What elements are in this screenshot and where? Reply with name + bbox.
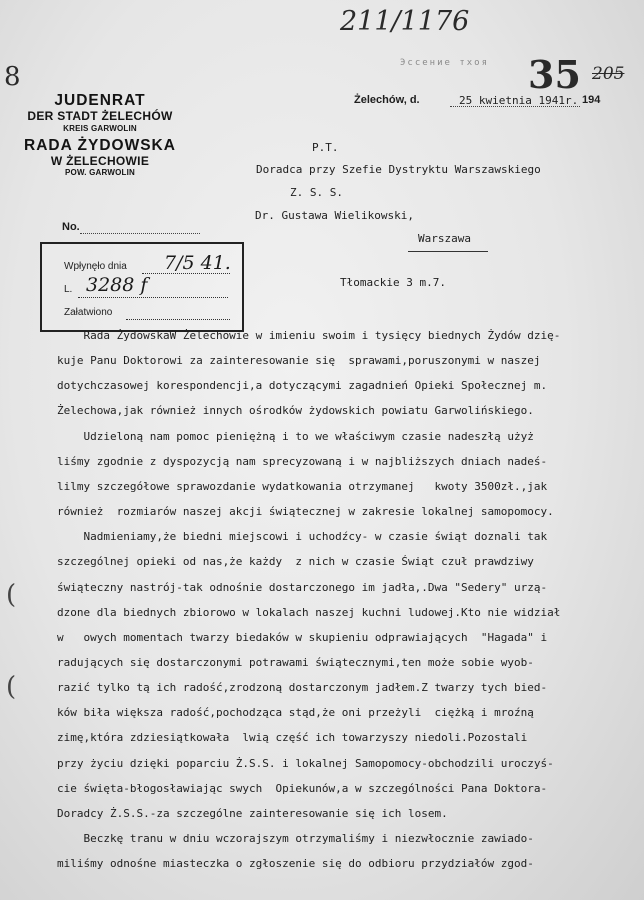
- body-text-line: dotychczasowej korespondencji,a dotyczącymi zagadnień Opieki Społecznej m.: [57, 379, 548, 393]
- body-text-line: miliśmy odnośne miasteczka o zgłoszenie się do odbioru przydziałów zgod-: [57, 857, 534, 871]
- letterhead: [14, 92, 186, 178]
- body-text-line: Doradcy Ż.S.S.-za szczególne zainteresowanie się ich losem.: [57, 806, 448, 820]
- body-text-line: radujących się dostarczonymi potrawami świątecznymi,ten może sobie wyob-: [57, 655, 534, 669]
- margin-bracket-mark: (: [6, 580, 17, 610]
- folio-mark-left: 8: [4, 62, 21, 92]
- address-street: Tłomackie 3 m.7.: [340, 276, 446, 289]
- body-text-line: przy życiu dzięki poparciu Ż.S.S. i lokalnej Samopomocy-obchodzili uroczyś-: [57, 756, 554, 770]
- stamp-received-label: Wpłynęło dnia: [64, 261, 127, 272]
- margin-bracket-mark: (: [6, 672, 17, 702]
- body-text-line: Nadmieniamy,że biedni miejscowi i uchodźcy- w czasie świąt doznali tak: [57, 530, 548, 544]
- date-value: 25 kwietnia 1941r.: [459, 94, 579, 107]
- faint-stamp-text: Эссение тхоя: [400, 58, 490, 68]
- body-text-line: szczególnej opieki od nas,że każdy z nich w czasie Świąt czuł prawdziwy: [57, 555, 534, 569]
- address-city-underline: [408, 251, 488, 252]
- body-text-line: świąteczny nastrój-tak odnośnie dostarczonego im jadła,.Dwa "Sedery" urzą-: [57, 580, 548, 594]
- body-text-line: w owych momentach twarzy biedaków w skupieniu odprawiających "Hagada" i: [57, 630, 548, 644]
- body-text-line: cie święta-błogosławiając swych Opiekunów,a w szczególności Pana Doktora-: [57, 781, 548, 795]
- body-text-line: Beczkę tranu w dniu wczorajszym otrzymaliśmy i niezwłocznie zawiado-: [57, 832, 534, 845]
- address-city: Warszawa: [418, 232, 471, 245]
- stamp-l-label: L.: [64, 284, 73, 295]
- stamp-settled-label: Załatwiono: [64, 307, 113, 318]
- body-text-line: również rozmiarów naszej akcji świątecznej w zakresie lokalnej samopomocy.: [57, 505, 554, 519]
- body-text-line: ków biła większa radość,pochodząca stąd,że oni przeżyli ciężką i mroźną: [57, 706, 534, 720]
- address-salutation: P.T.: [312, 141, 339, 154]
- reference-number-label: No.: [62, 221, 80, 233]
- reference-number-line: [80, 233, 200, 234]
- letterhead-district-de: KREIS GARWOLIN: [63, 123, 137, 133]
- stamp-settled-line: [126, 319, 230, 320]
- received-stamp: [40, 242, 244, 332]
- stamp-received-value: 7/5 41.: [164, 252, 231, 274]
- body-text-line: zimę,która zdziesiątkowała lwią część ich towarzyszy niedoli.Pozostali: [57, 731, 528, 745]
- body-text-line: Udzieloną nam pomoc pieniężną i to we właściwym czasie nadeszłą użyż: [57, 429, 534, 443]
- stamp-l-line: [78, 297, 228, 298]
- body-text-line: kuje Panu Doktorowi za zainteresowanie się sprawami,poruszonymi w naszej: [57, 354, 541, 368]
- body-text-line: Żelechowa,jak również innych ośrodków żydowskich powiatu Garwolińskiego.: [57, 404, 534, 418]
- stamp-l-value: 3288 f: [86, 274, 148, 296]
- date-dotted-line: [450, 106, 580, 107]
- date-year-prefix: 194: [582, 94, 601, 106]
- archive-number: 211/1176: [340, 6, 470, 37]
- folio-number: 35: [528, 52, 581, 97]
- body-text-line: Rada ŻydowskaW Żelechowie w imieniu swoim i tysięcy biednych Żydów dzię-: [57, 329, 561, 342]
- letterhead-district-pl: POW. GARWOLIN: [64, 168, 135, 178]
- address-line-2: Z. S. S.: [290, 186, 343, 199]
- body-text-line: razić tylko tą ich radość,zrodzoną dostarczonym jadłem.Z twarzy tych bied-: [57, 681, 548, 695]
- letterhead-title-de: JUDENRAT: [54, 92, 146, 109]
- date-place-label: Żelechów, d.: [354, 94, 420, 106]
- body-text-line: dzone dla biednych zbiorowo w lokalach naszej kuchni ludowej.Kto nie widział: [57, 605, 561, 619]
- letterhead-city-de: DER STADT ŻELECHÓW: [27, 108, 173, 123]
- letterhead-city-pl: W ŻELECHOWIE: [50, 153, 150, 168]
- body-text-line: lilmy szczegółowe sprawozdanie wydatkowania otrzymanej kwoty 3500zł.,jak: [57, 479, 548, 493]
- address-line-1: Doradca przy Szefie Dystryktu Warszawskiego: [256, 163, 541, 176]
- folio-struck-number: 205: [592, 64, 625, 84]
- body-text-line: liśmy zgodnie z dyspozycją nam sprecyzowaną i w najbliższych dniach nadeś-: [57, 454, 548, 468]
- address-line-3: Dr. Gustawa Wielikowski,: [255, 209, 414, 222]
- letterhead-title-pl: RADA ŻYDOWSKA: [24, 136, 176, 154]
